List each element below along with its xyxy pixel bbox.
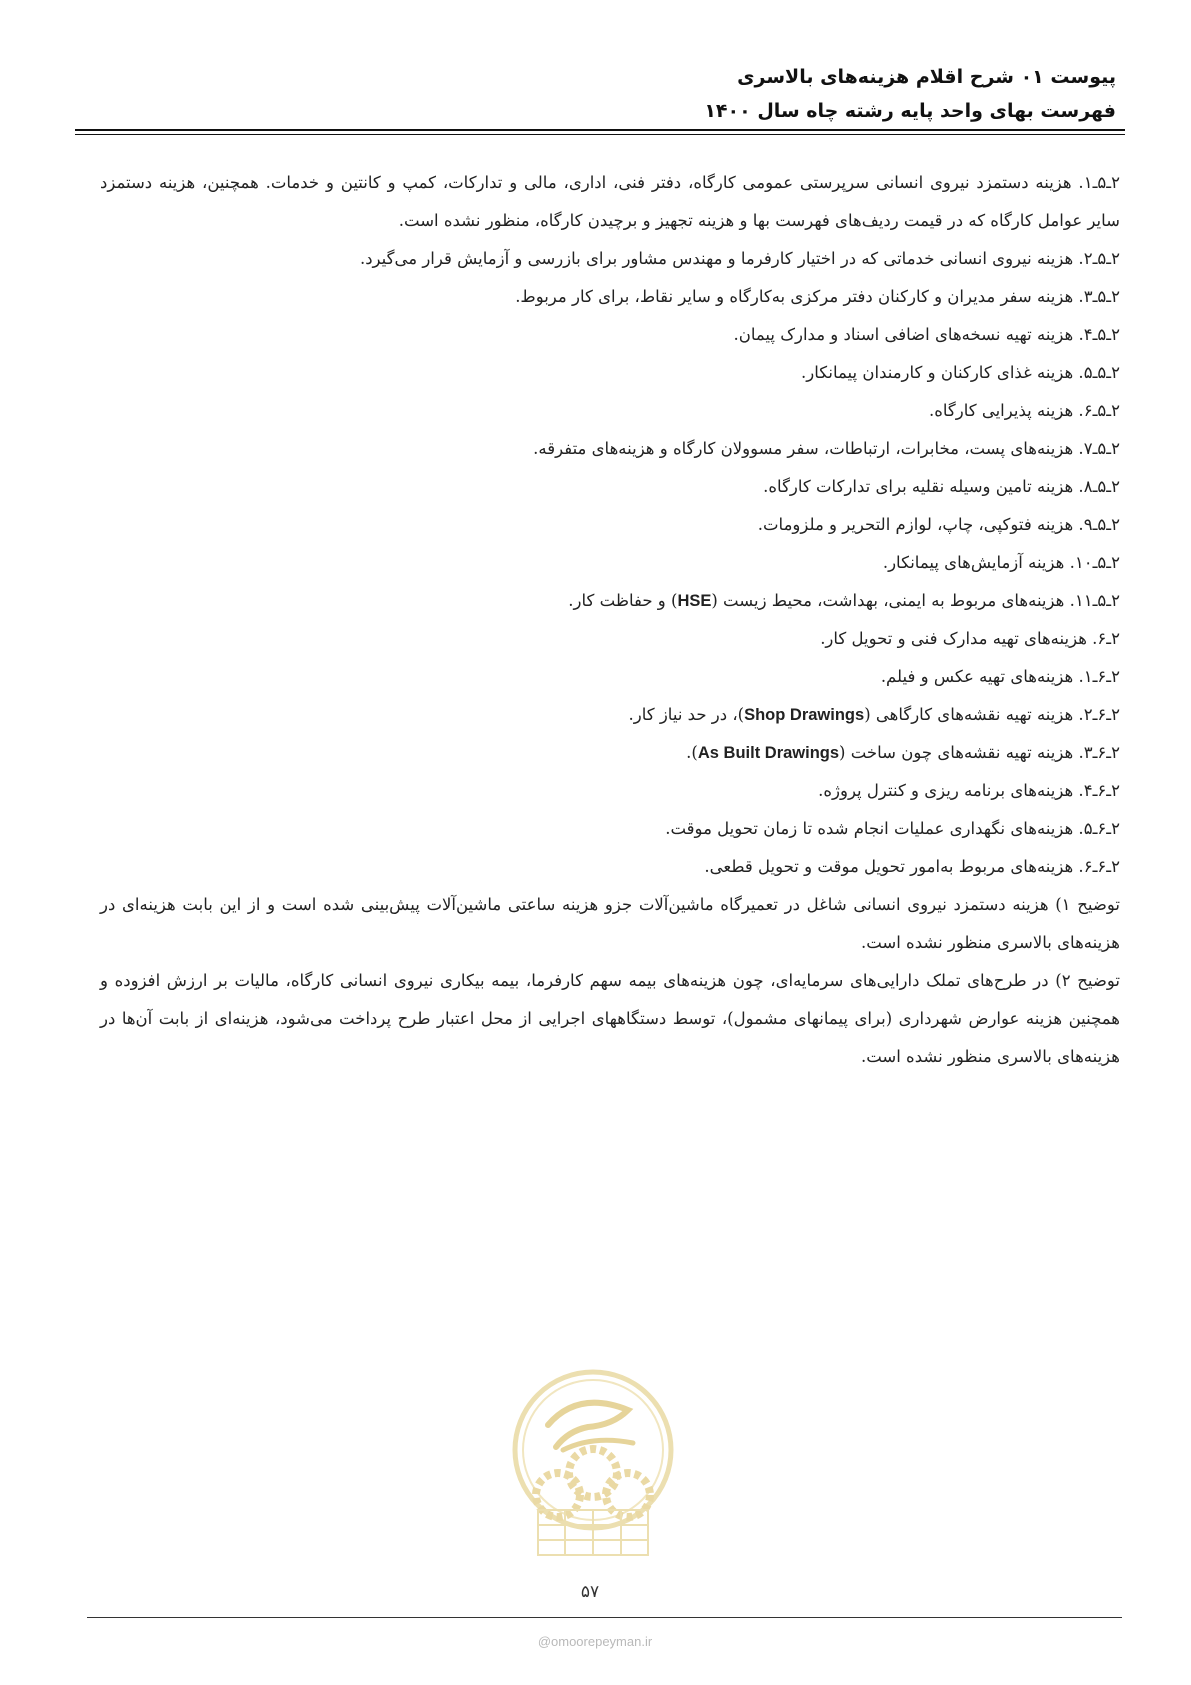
latin-term: HSE [677, 592, 712, 610]
text-fragment: ۲ـ۵ـ۱۱. هزینه‌های مربوط به ایمنی، بهداشت، محیط زیست ( [711, 591, 1120, 610]
paragraph-2-5-10: ۲ـ۵ـ۱۰. هزینه آزمایش‌های پیمانکار. [882, 553, 1120, 572]
page-number: ۵۷ [580, 1582, 600, 1602]
paragraph-2-5-2: ۲ـ۵ـ۲. هزینه نیروی انسانی خدماتی که در اختیار کارفرما و مهندس مشاور برای بازرسی و آزمایش قرار می‌گیرد. [359, 249, 1120, 268]
footer-rule [87, 1617, 1122, 1618]
paragraph-2-5-11 [100, 582, 1120, 620]
paragraph-2-6-2 [100, 696, 1120, 734]
text-fragment: ۲ـ۶ـ۲. هزینه تهیه نقشه‌های کارگاهی ( [864, 705, 1120, 724]
header-rule [75, 129, 1125, 131]
paragraph-2-6: ۲ـ۶. هزینه‌های تهیه مدارک فنی و تحویل کار. [820, 629, 1120, 648]
document-body [100, 164, 1120, 1076]
text-fragment: )، در حد نیاز کار. [628, 705, 745, 724]
text-fragment: ) و حفاظت کار. [568, 591, 678, 610]
paragraph-2-5-3: ۲ـ۵ـ۳. هزینه سفر مدیران و کارکنان دفتر مرکزی به‌کارگاه و سایر نقاط، برای کار مربوط. [515, 287, 1120, 306]
footer-watermark-url: @omoorepeyman.ir [537, 1634, 653, 1649]
paragraph-2-6-5: ۲ـ۶ـ۵. هزینه‌های نگهداری عملیات انجام شده تا زمان تحویل موقت. [665, 819, 1120, 838]
note-2: توضیح ۲) در طرح‌های تملک دارایی‌های سرمایه‌ای، چون هزینه‌های بیمه سهم کارفرما، بیمه بیکاری نیروی انسانی کارگاه، مالیات بر ارزش افزوده و همچنین هزینه عوارض شهرداری (برای پیمانهای مشمول)، توسط دستگاههای اجرایی از محل اعتبار طرح پرداخت می‌شود، هزینه‌ای از بابت آن‌ها در هزینه‌های بالاسری منظور نشده است. [100, 971, 1120, 1066]
text-fragment: ۲ـ۶ـ۳. هزینه تهیه نقشه‌های چون ساخت ( [839, 743, 1120, 762]
text-fragment: ). [686, 743, 698, 762]
paragraph-2-6-3 [100, 734, 1120, 772]
paragraph-2-6-6: ۲ـ۶ـ۶. هزینه‌های مربوط به‌امور تحویل موقت و تحویل قطعی. [704, 857, 1120, 876]
header-title-line-2: فهرست بهای واحد پایه رشته چاه سال ۱۴۰۰ [704, 100, 1116, 122]
paragraph-2-5-6: ۲ـ۵ـ۶. هزینه پذیرایی کارگاه. [928, 401, 1120, 420]
latin-term: Shop Drawings [744, 706, 865, 724]
page-header [66, 60, 1116, 128]
latin-term: As Built Drawings [697, 744, 840, 762]
paragraph-2-5-5: ۲ـ۵ـ۵. هزینه غذای کارکنان و کارمندان پیمانکار. [801, 363, 1120, 382]
header-rule-thin [75, 134, 1125, 135]
paragraph-2-6-1: ۲ـ۶ـ۱. هزینه‌های تهیه عکس و فیلم. [880, 667, 1120, 686]
header-title-line-1: پیوست ۰۱ شرح اقلام هزینه‌های بالاسری [737, 66, 1116, 88]
paragraph-2-5-9: ۲ـ۵ـ۹. هزینه فتوکپی، چاپ، لوازم التحریر و ملزومات. [757, 515, 1120, 534]
paragraph-2-5-7: ۲ـ۵ـ۷. هزینه‌های پست، مخابرات، ارتباطات، سفر مسوولان کارگاه و هزینه‌های متفرقه. [533, 439, 1120, 458]
paragraph-2-6-4: ۲ـ۶ـ۴. هزینه‌های برنامه ریزی و کنترل پروژه. [818, 781, 1120, 800]
watermark-logo-icon [508, 1355, 678, 1585]
paragraph-2-5-1: ۲ـ۵ـ۱. هزینه دستمزد نیروی انسانی سرپرستی عمومی کارگاه، دفتر فنی، اداری، مالی و تدارکات، کمپ و کانتین و خدمات. همچنین، هزینه دستمزد سایر عوامل کارگاه که در قیمت ردیف‌های فهرست بها و هزینه تجهیز و برچیدن کارگاه، منظور نشده است. [100, 173, 1120, 230]
paragraph-2-5-4: ۲ـ۵ـ۴. هزینه تهیه نسخه‌های اضافی اسناد و مدارک پیمان. [733, 325, 1120, 344]
watermark-logo [508, 1355, 678, 1585]
note-1: توضیح ۱) هزینه دستمزد نیروی انسانی شاغل در تعمیرگاه ماشین‌آلات جزو هزینه ساعتی ماشین‌آلات پیش‌بینی شده است و از این بابت هزینه‌ای در هزینه‌های بالاسری منظور نشده است. [100, 895, 1120, 952]
paragraph-2-5-8: ۲ـ۵ـ۸. هزینه تامین وسیله نقلیه برای تدارکات کارگاه. [763, 477, 1120, 496]
